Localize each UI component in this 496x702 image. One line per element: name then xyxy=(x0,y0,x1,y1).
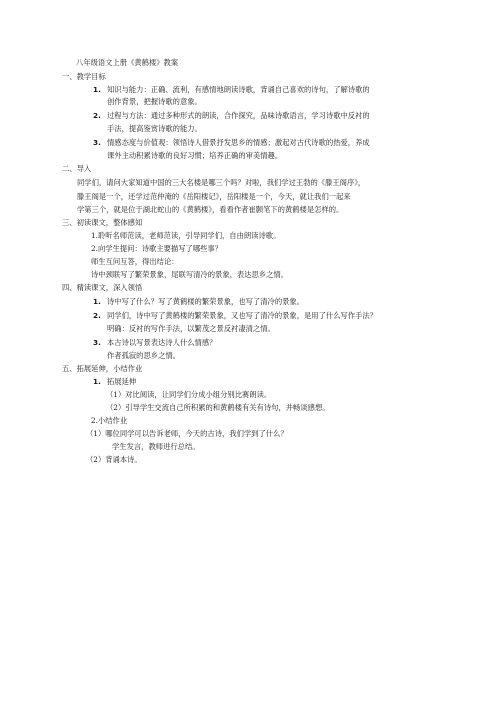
s5-item-1-label: 拓展延伸 xyxy=(107,377,137,386)
s4-item-3-text: 本古诗以写景表达诗人什么情感？ xyxy=(107,338,217,347)
s4-item-3-cont: 作者孤寂的思乡之情。 xyxy=(107,351,180,360)
s2-paragraph-line-1: 同学们，请问大家知道中国的三大名楼是哪三个吗？对啦，我们学过王勃的《滕王阁序》， xyxy=(77,178,366,187)
s3-line-2: 2.向学生提问：诗歌主要描写了哪些事？ xyxy=(91,244,223,253)
s4-item-2 xyxy=(93,311,377,321)
section-4-heading: 四、精读课文，深入领悟 xyxy=(62,283,143,292)
s4-item-2-number: 2. xyxy=(93,311,101,320)
s1-item-3-cont: 课外主动积累诗歌的良好习惯；培养正确的审美情趣。 xyxy=(107,151,283,160)
s5-item-1 xyxy=(93,377,136,387)
s4-item-1-text: 诗中写了什么？写了黄鹤楼的繁荣景象，也写了清冷的景象。 xyxy=(107,297,305,306)
s5-item-1-sub-a: （1）对比阅读，让同学们分成小组分别比赛朗读。 xyxy=(106,390,272,399)
s5-item-2-sub-a: （1）哪位同学可以告诉老师，今天的古诗，我们学到了什么？ xyxy=(86,429,288,438)
doc-title: 八年级语文上册《黄鹤楼》教案 xyxy=(76,58,179,67)
s2-paragraph-line-2: 滕王阁是一个，还学过范仲淹的《岳阳楼记》，岳阳楼是一个，今天，就让我们一起来 xyxy=(77,192,351,201)
s1-item-1-text: 知识与能力：正确、流利，有感情地朗读诗歌，背诵自己喜欢的诗句，了解诗歌的 xyxy=(107,85,370,94)
s3-line-3: 师生互问互答，得出结论： xyxy=(91,257,179,266)
s1-item-2-cont: 手法，提高鉴赏诗歌的能力。 xyxy=(107,124,202,133)
s1-item-3 xyxy=(93,138,370,148)
section-5-heading: 五、拓展延伸，小结作业 xyxy=(62,364,143,373)
s4-item-1 xyxy=(93,297,304,307)
s1-item-3-number: 3. xyxy=(93,138,101,147)
s4-item-3-number: 3. xyxy=(93,338,101,347)
s5-item-1-number: 1. xyxy=(93,377,101,386)
s5-item-2-label: 2.小结作业 xyxy=(91,416,128,425)
s5-item-1-sub-b: （2）引导学生交流自己所积累的和黄鹤楼有关有诗句，并畅谈感想。 xyxy=(106,403,330,412)
s5-item-2-sub-a-cont: 学生发言，教师进行总结。 xyxy=(112,442,200,451)
s2-paragraph-line-3: 学第三个，就是位于湖北蛇山的《黄鹤楼》，看看作者崔颢笔下的黄鹤楼是怎样的。 xyxy=(77,205,344,214)
s4-item-2-cont: 明确：反衬的写作手法，以繁茂之景反衬凄清之情。 xyxy=(107,324,275,333)
s3-line-1: 1.聆听名师范读，老师范读，引导同学们，自由朗读诗歌。 xyxy=(91,231,281,240)
s1-item-1 xyxy=(93,85,370,95)
s3-line-4: 诗中颈联写了繁荣景象，尾联写清冷的景象，表达思乡之情。 xyxy=(91,270,289,279)
s4-item-2-text: 同学们，诗中写了黄鹤楼的繁荣景象，又也写了清冷的景象，是用了什么写作手法？ xyxy=(107,311,377,320)
section-2-heading: 二、导入 xyxy=(62,164,92,173)
s5-item-2-sub-b: （2）背诵本诗。 xyxy=(86,455,142,464)
s1-item-2 xyxy=(93,111,370,121)
s1-item-2-number: 2. xyxy=(93,111,101,120)
s1-item-3-text: 情感态度与价值观：领悟诗人借景抒发思乡的情感；激起对古代诗歌的热爱，养成 xyxy=(107,138,370,147)
section-3-heading: 三、初读课文，整体感知 xyxy=(62,218,143,227)
s4-item-1-number: 1. xyxy=(93,297,101,306)
s4-item-3 xyxy=(93,338,216,348)
s1-item-1-cont: 创作背景，把握诗歌的意象。 xyxy=(107,97,202,106)
section-1-heading: 一、教学目标 xyxy=(62,72,106,81)
s1-item-2-text: 过程与方法：通过多种形式的朗读，合作探究，品味诗歌语言，学习诗歌中反衬的 xyxy=(107,111,370,120)
s1-item-1-number: 1. xyxy=(93,85,101,94)
